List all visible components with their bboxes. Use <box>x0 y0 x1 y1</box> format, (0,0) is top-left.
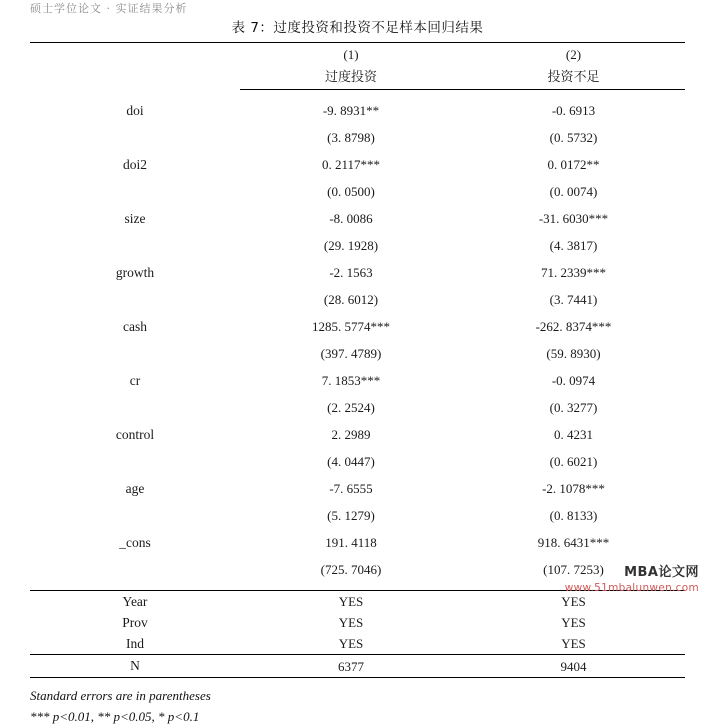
standard-error-value: (725. 7046) <box>320 562 382 577</box>
observations-value: 6377 <box>240 655 462 678</box>
variable-name: cash <box>123 318 147 334</box>
table-row-se <box>30 286 685 313</box>
fixed-effect-value: YES <box>240 591 462 613</box>
standard-error-value: (4. 3817) <box>549 238 598 253</box>
table-row-se <box>30 340 685 367</box>
coefficient-value: 2. 2989 <box>331 427 371 442</box>
table-row <box>30 475 685 502</box>
table-row-se <box>30 124 685 151</box>
variable-name: size <box>124 210 146 226</box>
watermark-site-name: MBA论文网 <box>624 565 699 580</box>
column-number-1: (1) <box>240 43 462 67</box>
fixed-effect-name: Prov <box>122 614 148 630</box>
standard-error-value: (0. 0500) <box>327 184 375 199</box>
column-label-2: 投资不足 <box>462 66 685 90</box>
table-row-se <box>30 232 685 259</box>
variable-name: growth <box>115 264 155 280</box>
row-spacer <box>30 90 685 98</box>
coefficient-value: -2. 1078*** <box>542 481 605 496</box>
standard-error-value: (2. 2524) <box>327 400 375 415</box>
observations-label: N <box>30 655 240 678</box>
coefficient-value: 71. 2339*** <box>541 265 606 280</box>
fixed-effect-value: YES <box>462 591 685 613</box>
standard-error-value: (28. 6012) <box>323 292 379 307</box>
coefficient-value: -262. 8374*** <box>535 319 612 334</box>
variable-name: doi <box>126 102 144 118</box>
coefficient-value: -31. 6030*** <box>538 211 609 226</box>
coefficient-value: -8. 0086 <box>329 211 373 226</box>
table-row <box>30 529 685 556</box>
coefficient-value: -7. 6555 <box>329 481 373 496</box>
fixed-effect-value: YES <box>338 615 364 630</box>
table-row <box>30 259 685 286</box>
coefficient-value: 0. 2117*** <box>321 157 381 172</box>
table-row <box>30 97 685 124</box>
variable-name: cr <box>129 372 141 388</box>
standard-error-value: (3. 8798) <box>327 130 375 145</box>
coefficient-value: -2. 1563 <box>329 265 373 280</box>
column-number-2: (2) <box>462 43 685 67</box>
coefficient-value: 918. 6431*** <box>537 535 610 550</box>
fixed-effect-row <box>30 633 685 655</box>
standard-error-value: (3. 7441) <box>549 292 598 307</box>
table-row <box>30 421 685 448</box>
table-column-label-row <box>30 66 685 90</box>
standard-error-value: (0. 0074) <box>549 184 598 199</box>
standard-error-value: (4. 0447) <box>327 454 375 469</box>
standard-error-value: (0. 3277) <box>549 400 598 415</box>
table-row-se <box>30 448 685 475</box>
watermark <box>565 561 699 594</box>
note-standard-errors: Standard errors are in parentheses <box>30 688 211 703</box>
fixed-effect-row <box>30 612 685 633</box>
table-title: 表 7：过度投资和投资不足样本回归结果 <box>231 20 484 36</box>
coefficient-value: 0. 4231 <box>554 427 593 442</box>
coefficient-value: 7. 1853*** <box>321 373 381 388</box>
variable-name: doi2 <box>122 156 147 172</box>
coefficient-value: -9. 8931** <box>322 103 380 118</box>
table-row-se <box>30 178 685 205</box>
table-row <box>30 205 685 232</box>
standard-error-value: (397. 4789) <box>320 346 382 361</box>
coefficient-value: 191. 4118 <box>325 535 377 550</box>
empty-corner-cell-2 <box>30 66 240 90</box>
table-row <box>30 151 685 178</box>
table-row-se <box>30 394 685 421</box>
watermark-site-url: www.51mbalunwen.com <box>564 582 699 594</box>
table-notes <box>30 678 685 728</box>
fixed-effect-value: YES <box>462 633 685 655</box>
fixed-effect-value: YES <box>561 615 586 630</box>
standard-error-value: (29. 1928) <box>323 238 379 253</box>
standard-error-value: (0. 5732) <box>549 130 598 145</box>
standard-error-value: (5. 1279) <box>327 508 375 523</box>
note-significance-levels: *** p<0.01, ** p<0.05, * p<0.1 <box>30 709 200 725</box>
page-header-note: 硕士学位论文 · 实证结果分析 <box>30 2 188 15</box>
table-row <box>30 313 685 340</box>
coefficient-value: -0. 0974 <box>551 373 596 388</box>
observations-value: 9404 <box>462 655 685 678</box>
fixed-effect-name: Ind <box>30 633 240 655</box>
standard-error-value: (107. 7253) <box>543 562 604 577</box>
fixed-effect-value: YES <box>240 633 462 655</box>
column-label-1: 过度投资 <box>240 66 462 90</box>
observations-row <box>30 655 685 678</box>
coefficient-value: -0. 6913 <box>551 103 596 118</box>
standard-error-value: (59. 8930) <box>546 346 601 361</box>
coefficient-value: 1285. 5774*** <box>312 319 390 334</box>
variable-name: _cons <box>119 534 151 550</box>
table-row <box>30 367 685 394</box>
standard-error-value: (0. 8133) <box>549 508 598 523</box>
table-column-number-row <box>30 43 685 67</box>
variable-name: age <box>125 480 145 496</box>
coefficient-value: 0. 0172** <box>547 157 600 172</box>
fixed-effect-name: Year <box>30 591 240 613</box>
empty-corner-cell <box>30 43 240 67</box>
standard-error-value: (0. 6021) <box>549 454 598 469</box>
variable-name: control <box>115 426 155 442</box>
table-row-se <box>30 502 685 529</box>
